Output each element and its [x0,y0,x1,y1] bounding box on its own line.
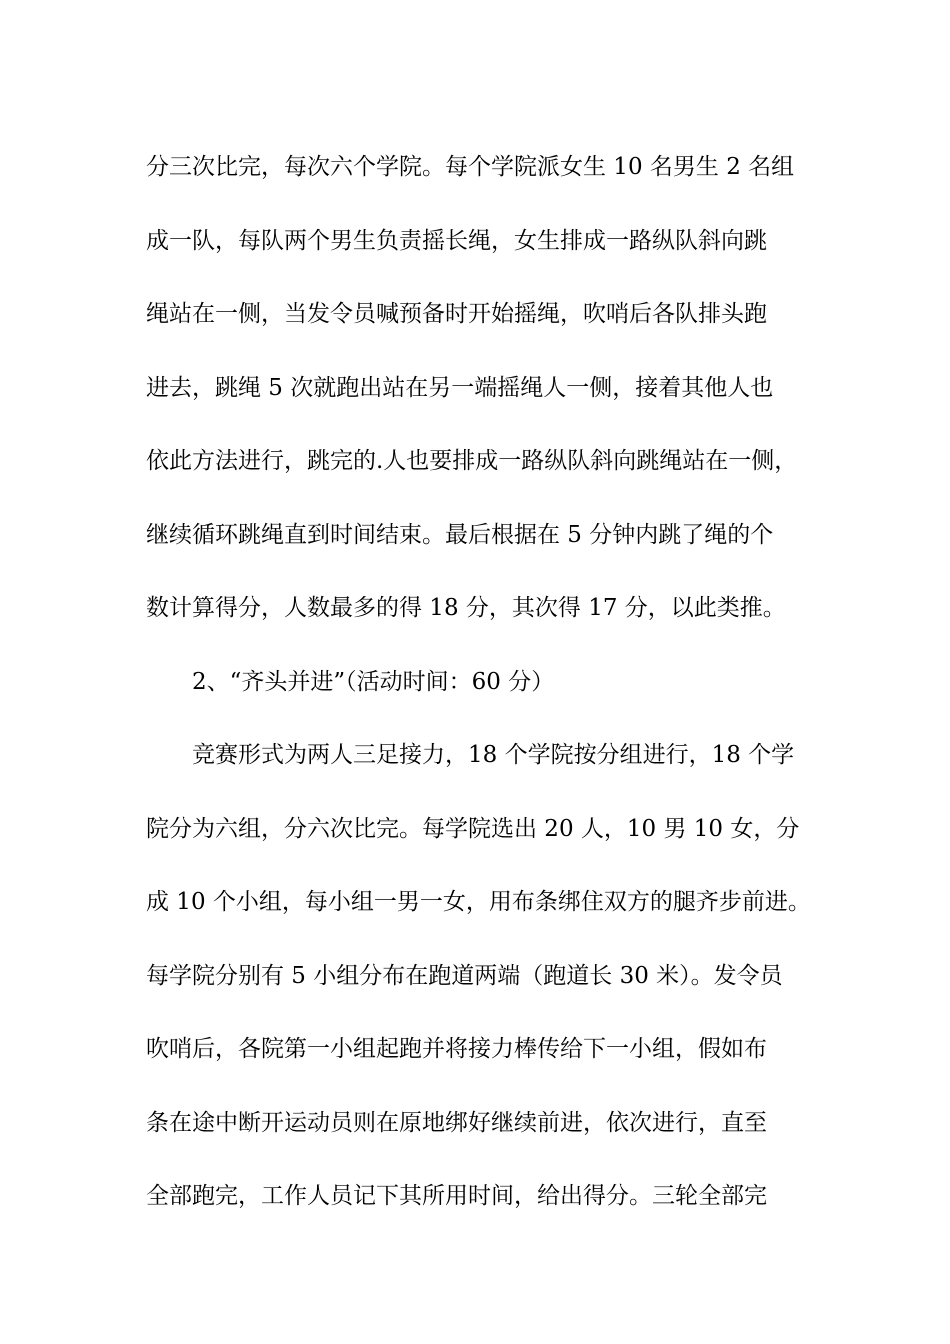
paragraph-line: 竞赛形式为两人三足接力，18 个学院按分组进行，18 个学 [192,742,795,768]
paragraph-line: 吹哨后，各院第一小组起跑并将接力棒传给下一小组，假如布 [146,1036,767,1062]
paragraph-line: 继续循环跳绳直到时间结束。最后根据在 5 分钟内跳了绳的个 [146,521,774,548]
paragraph-line: 成一队，每队两个男生负责摇长绳，女生排成一路纵队斜向跳 [146,227,767,254]
paragraph-line: 分三次比完，每次六个学院。每个学院派女生 10 名男生 2 名组 [146,154,795,180]
paragraph-line: 绳站在一侧，当发令员喊预备时开始摇绳，吹哨后各队排头跑 [146,301,767,327]
paragraph-line: 数计算得分，人数最多的得 18 分，其次得 17 分，以此类推。 [146,595,786,621]
paragraph-line: 全部跑完，工作人员记下其所用时间，给出得分。三轮全部完 [146,1183,767,1209]
paragraph-line: 成 10 个小组，每小组一男一女，用布条绑住双方的腿齐步前进。 [146,889,811,915]
paragraph-line: 条在途中断开运动员则在原地绑好继续前进，依次进行，直至 [146,1109,767,1136]
section-heading: 2、“齐头并进”（活动时间：60 分） [192,668,555,695]
paragraph-line: 进去，跳绳 5 次就跑出站在另一端摇绳人一侧，接着其他人也 [146,374,774,401]
paragraph-line: 每学院分别有 5 小组分布在跑道两端（跑道长 30 米）。发令员 [146,962,783,989]
paragraph-line: 依此方法进行，跳完的.人也要排成一路纵队斜向跳绳站在一侧， [146,448,798,474]
document-body [146,131,821,1234]
paragraph-line: 院分为六组，分六次比完。每学院选出 20 人，10 男 10 女，分 [146,815,800,842]
